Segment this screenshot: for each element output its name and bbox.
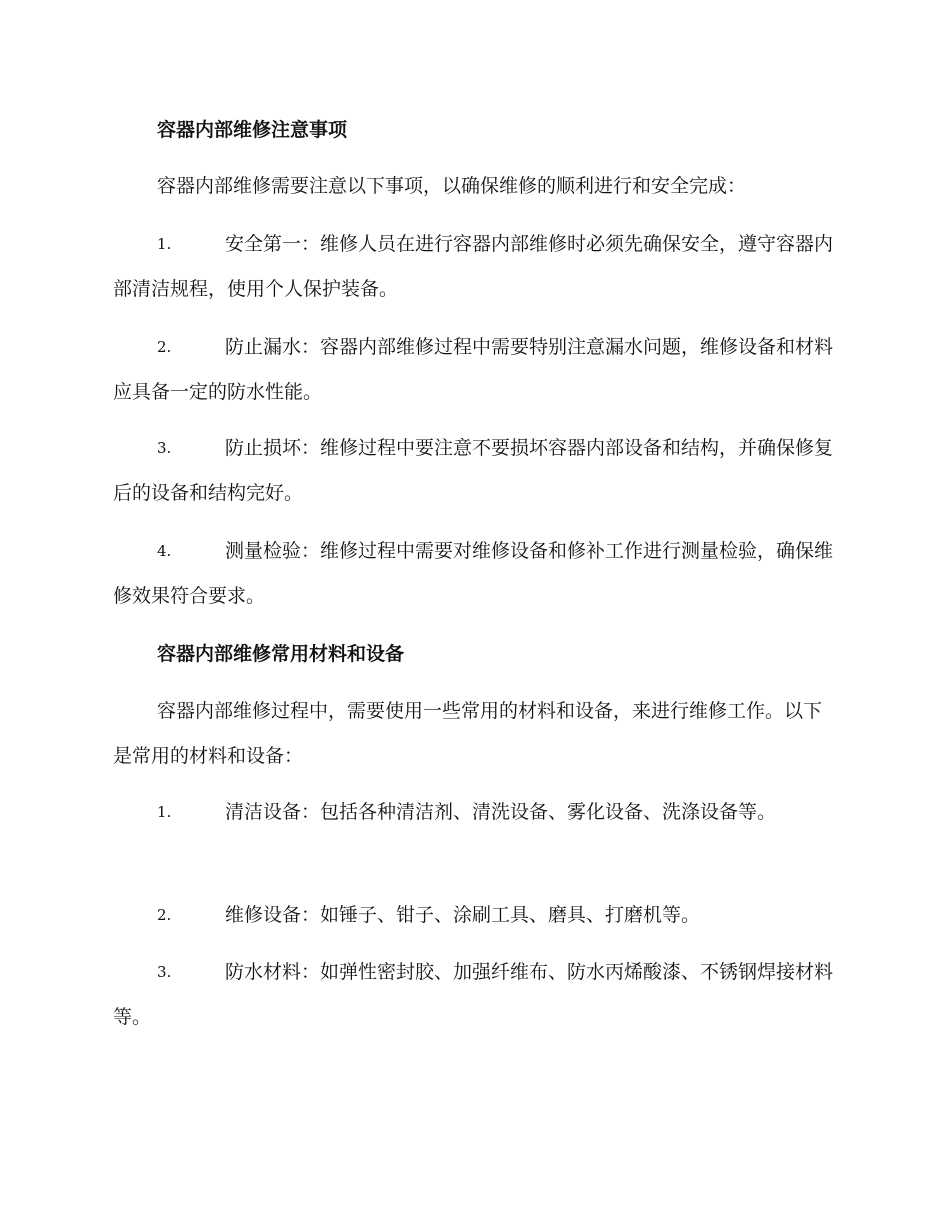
list-text: 防水材料：如弹性密封胶、加强纤维布、防水丙烯酸漆、不锈钢焊接材料等。 bbox=[113, 961, 834, 1028]
section-intro: 容器内部维修过程中，需要使用一些常用的材料和设备，来进行维修工作。以下是常用的材料和设备： bbox=[113, 700, 823, 767]
list-number: 2. bbox=[157, 906, 172, 924]
list-text: 防止损坏：维修过程中要注意不要损坏容器内部设备和结构，并确保修复后的设备和结构完好。 bbox=[113, 437, 834, 504]
section-heading: 容器内部维修注意事项 bbox=[157, 119, 348, 141]
list-text: 清洁设备：包括各种清洁剂、清洗设备、雾化设备、洗涤设备等。 bbox=[225, 801, 777, 823]
list-number: 1. bbox=[157, 235, 172, 253]
list-text: 维修设备：如锤子、钳子、涂刷工具、磨具、打磨机等。 bbox=[225, 904, 701, 926]
list-item bbox=[113, 790, 837, 835]
list-text: 测量检验：维修过程中需要对维修设备和修补工作进行测量检验，确保维修效果符合要求。 bbox=[113, 540, 834, 607]
list-number: 3. bbox=[157, 439, 172, 457]
list-item bbox=[113, 222, 837, 312]
list-item bbox=[113, 529, 837, 619]
list-item bbox=[113, 950, 837, 1040]
list-number: 1. bbox=[157, 803, 172, 821]
section-heading: 容器内部维修常用材料和设备 bbox=[157, 643, 405, 665]
list-number: 4. bbox=[157, 542, 172, 560]
section-intro: 容器内部维修需要注意以下事项，以确保维修的顺利进行和安全完成： bbox=[157, 175, 747, 197]
list-number: 2. bbox=[157, 338, 172, 356]
list-number: 3. bbox=[157, 963, 172, 981]
list-item bbox=[113, 893, 837, 938]
list-item bbox=[113, 426, 837, 516]
list-item bbox=[113, 325, 837, 415]
list-text: 防止漏水：容器内部维修过程中需要特别注意漏水问题，维修设备和材料应具备一定的防水性能。 bbox=[113, 336, 834, 403]
list-text: 安全第一：维修人员在进行容器内部维修时必须先确保安全，遵守容器内部清洁规程，使用个人保护装备。 bbox=[113, 233, 834, 300]
